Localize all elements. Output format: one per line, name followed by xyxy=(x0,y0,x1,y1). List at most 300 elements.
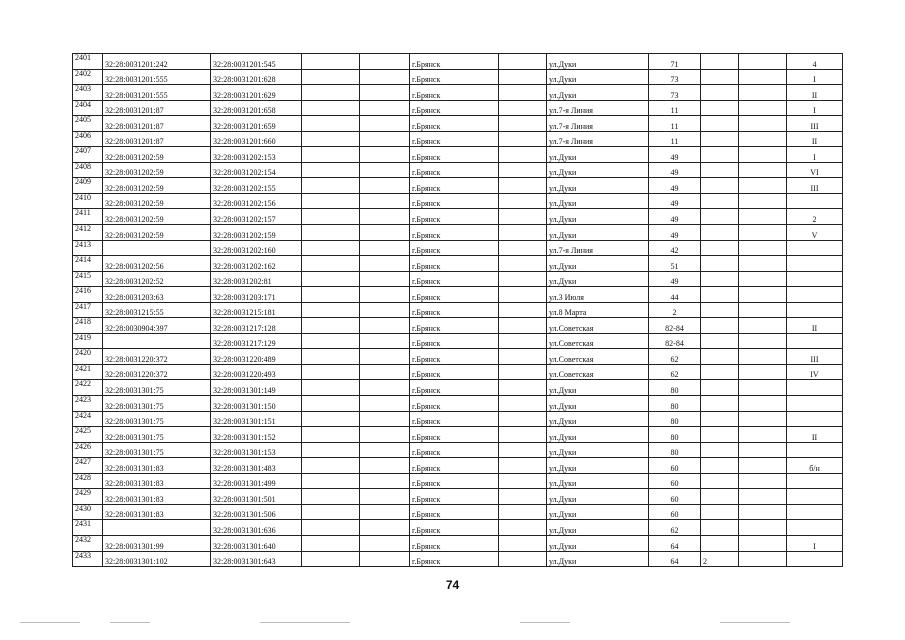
col-4-cell xyxy=(302,427,360,443)
col-5-cell xyxy=(360,209,410,225)
col-10-cell xyxy=(701,69,739,85)
col-11-cell xyxy=(739,69,787,85)
col-5-cell xyxy=(360,100,410,116)
city-cell: г.Брянск xyxy=(410,302,499,318)
city-cell: г.Брянск xyxy=(410,54,499,70)
col-11-cell xyxy=(739,333,787,349)
col-4-cell xyxy=(302,100,360,116)
col-11-cell xyxy=(739,551,787,567)
col-7-cell xyxy=(499,396,547,412)
street-cell: ул.Дуки xyxy=(547,520,649,536)
object-cadastral-number-cell: 32:28:0031202:153 xyxy=(211,147,302,163)
col-11-cell xyxy=(739,380,787,396)
col-4-cell xyxy=(302,504,360,520)
apartment-number-cell: 2 xyxy=(787,209,843,225)
parcel-cadastral-number-cell: 32:28:0031301:102 xyxy=(103,551,211,567)
col-7-cell xyxy=(499,535,547,551)
house-number-cell: 49 xyxy=(649,162,701,178)
apartment-number-cell xyxy=(787,287,843,303)
object-cadastral-number-cell: 32:28:0031201:628 xyxy=(211,69,302,85)
house-number-cell: 73 xyxy=(649,69,701,85)
parcel-cadastral-number-cell: 32:28:0031202:59 xyxy=(103,209,211,225)
col-4-cell xyxy=(302,116,360,132)
parcel-cadastral-number-cell: 32:28:0031201:87 xyxy=(103,116,211,132)
col-4-cell xyxy=(302,69,360,85)
parcel-cadastral-number-cell: 32:28:0031301:83 xyxy=(103,473,211,489)
col-5-cell xyxy=(360,256,410,272)
scan-artifact xyxy=(110,622,150,623)
parcel-cadastral-number-cell: 32:28:0031301:83 xyxy=(103,458,211,474)
col-4-cell xyxy=(302,411,360,427)
table-row xyxy=(73,427,843,443)
col-4-cell xyxy=(302,54,360,70)
street-cell: ул.Дуки xyxy=(547,473,649,489)
parcel-cadastral-number-cell: 32:28:0031202:59 xyxy=(103,147,211,163)
table-row xyxy=(73,380,843,396)
col-7-cell xyxy=(499,147,547,163)
col-10-cell xyxy=(701,396,739,412)
col-10-cell xyxy=(701,225,739,241)
table-row xyxy=(73,271,843,287)
street-cell: ул.3 Июля xyxy=(547,287,649,303)
city-cell: г.Брянск xyxy=(410,333,499,349)
table-row xyxy=(73,318,843,334)
street-cell: ул.Дуки xyxy=(547,193,649,209)
object-cadastral-number-cell: 32:28:0031202:160 xyxy=(211,240,302,256)
col-7-cell xyxy=(499,256,547,272)
scan-artifact xyxy=(520,622,570,623)
object-cadastral-number-cell: 32:28:0031203:171 xyxy=(211,287,302,303)
parcel-cadastral-number-cell: 32:28:0031203:63 xyxy=(103,287,211,303)
street-cell: ул.Дуки xyxy=(547,380,649,396)
parcel-cadastral-number-cell: 32:28:0031301:99 xyxy=(103,535,211,551)
col-11-cell xyxy=(739,225,787,241)
col-5-cell xyxy=(360,302,410,318)
col-10-cell xyxy=(701,178,739,194)
col-11-cell xyxy=(739,100,787,116)
col-4-cell xyxy=(302,380,360,396)
street-cell: ул.Дуки xyxy=(547,225,649,241)
street-cell: ул.Дуки xyxy=(547,271,649,287)
col-11-cell xyxy=(739,504,787,520)
col-10-cell xyxy=(701,193,739,209)
house-number-cell: 80 xyxy=(649,380,701,396)
city-cell: г.Брянск xyxy=(410,131,499,147)
col-10-cell xyxy=(701,427,739,443)
table-row xyxy=(73,178,843,194)
row-number-cell: 2407 xyxy=(73,147,103,163)
row-number-cell: 2422 xyxy=(73,380,103,396)
col-7-cell xyxy=(499,69,547,85)
street-cell: ул.Советская xyxy=(547,364,649,380)
col-4-cell xyxy=(302,240,360,256)
table-row xyxy=(73,225,843,241)
house-number-cell: 80 xyxy=(649,427,701,443)
row-number-cell: 2416 xyxy=(73,287,103,303)
apartment-number-cell: I xyxy=(787,100,843,116)
scan-artifact xyxy=(20,622,80,623)
col-4-cell xyxy=(302,458,360,474)
col-11-cell xyxy=(739,349,787,365)
house-number-cell: 42 xyxy=(649,240,701,256)
house-number-cell: 49 xyxy=(649,225,701,241)
col-11-cell xyxy=(739,116,787,132)
object-cadastral-number-cell: 32:28:0031220:493 xyxy=(211,364,302,380)
apartment-number-cell: III xyxy=(787,349,843,365)
object-cadastral-number-cell: 32:28:0031202:156 xyxy=(211,193,302,209)
col-11-cell xyxy=(739,162,787,178)
apartment-number-cell xyxy=(787,396,843,412)
col-5-cell xyxy=(360,489,410,505)
apartment-number-cell: II xyxy=(787,318,843,334)
parcel-cadastral-number-cell: 32:28:0031215:55 xyxy=(103,302,211,318)
col-4-cell xyxy=(302,178,360,194)
apartment-number-cell: I xyxy=(787,535,843,551)
house-number-cell: 62 xyxy=(649,349,701,365)
table-row xyxy=(73,162,843,178)
parcel-cadastral-number-cell: 32:28:0031301:83 xyxy=(103,504,211,520)
table-row xyxy=(73,302,843,318)
object-cadastral-number-cell: 32:28:0031301:149 xyxy=(211,380,302,396)
col-7-cell xyxy=(499,442,547,458)
row-number-cell: 2425 xyxy=(73,427,103,443)
col-5-cell xyxy=(360,473,410,489)
street-cell: ул.Дуки xyxy=(547,162,649,178)
city-cell: г.Брянск xyxy=(410,193,499,209)
parcel-cadastral-number-cell: 32:28:0031202:56 xyxy=(103,256,211,272)
col-11-cell xyxy=(739,411,787,427)
apartment-number-cell xyxy=(787,240,843,256)
col-4-cell xyxy=(302,302,360,318)
street-cell: ул.7-я Линия xyxy=(547,240,649,256)
col-7-cell xyxy=(499,162,547,178)
col-4-cell xyxy=(302,318,360,334)
object-cadastral-number-cell: 32:28:0031301:151 xyxy=(211,411,302,427)
col-4-cell xyxy=(302,489,360,505)
col-5-cell xyxy=(360,131,410,147)
col-4-cell xyxy=(302,271,360,287)
col-11-cell xyxy=(739,209,787,225)
street-cell: ул.Советская xyxy=(547,318,649,334)
table-row xyxy=(73,287,843,303)
parcel-cadastral-number-cell: 32:28:0031301:75 xyxy=(103,442,211,458)
col-5-cell xyxy=(360,333,410,349)
col-10-cell xyxy=(701,473,739,489)
street-cell: ул.7-я Линия xyxy=(547,131,649,147)
object-cadastral-number-cell: 32:28:0031202:155 xyxy=(211,178,302,194)
house-number-cell: 82-84 xyxy=(649,333,701,349)
table-row xyxy=(73,193,843,209)
page-number: 74 xyxy=(445,578,460,592)
parcel-cadastral-number-cell xyxy=(103,333,211,349)
house-number-cell: 2 xyxy=(649,302,701,318)
street-cell: ул.Советская xyxy=(547,349,649,365)
col-10-cell xyxy=(701,318,739,334)
row-number-cell: 2405 xyxy=(73,116,103,132)
apartment-number-cell: I xyxy=(787,147,843,163)
apartment-number-cell xyxy=(787,489,843,505)
scan-artifact xyxy=(720,622,790,623)
col-7-cell xyxy=(499,551,547,567)
col-4-cell xyxy=(302,535,360,551)
col-11-cell xyxy=(739,240,787,256)
table-body xyxy=(73,54,843,567)
col-5-cell xyxy=(360,349,410,365)
col-4-cell xyxy=(302,287,360,303)
apartment-number-cell: I xyxy=(787,69,843,85)
street-cell: ул.Дуки xyxy=(547,411,649,427)
city-cell: г.Брянск xyxy=(410,427,499,443)
col-10-cell xyxy=(701,535,739,551)
parcel-cadastral-number-cell: 32:28:0031201:242 xyxy=(103,54,211,70)
parcel-cadastral-number-cell: 32:28:0031301:75 xyxy=(103,380,211,396)
col-7-cell xyxy=(499,54,547,70)
house-number-cell: 71 xyxy=(649,54,701,70)
row-number-cell: 2409 xyxy=(73,178,103,194)
col-4-cell xyxy=(302,551,360,567)
col-11-cell xyxy=(739,489,787,505)
col-4-cell xyxy=(302,209,360,225)
col-11-cell xyxy=(739,131,787,147)
col-11-cell xyxy=(739,442,787,458)
house-number-cell: 51 xyxy=(649,256,701,272)
object-cadastral-number-cell: 32:28:0031301:506 xyxy=(211,504,302,520)
col-10-cell xyxy=(701,162,739,178)
apartment-number-cell: б/н xyxy=(787,458,843,474)
col-7-cell xyxy=(499,333,547,349)
house-number-cell: 64 xyxy=(649,535,701,551)
apartment-number-cell xyxy=(787,302,843,318)
col-11-cell xyxy=(739,396,787,412)
col-5-cell xyxy=(360,193,410,209)
city-cell: г.Брянск xyxy=(410,240,499,256)
col-10-cell xyxy=(701,380,739,396)
row-number-cell: 2406 xyxy=(73,131,103,147)
col-7-cell xyxy=(499,302,547,318)
house-number-cell: 64 xyxy=(649,551,701,567)
city-cell: г.Брянск xyxy=(410,396,499,412)
apartment-number-cell: 4 xyxy=(787,54,843,70)
row-number-cell: 2404 xyxy=(73,100,103,116)
street-cell: ул.Дуки xyxy=(547,69,649,85)
col-10-cell xyxy=(701,489,739,505)
city-cell: г.Брянск xyxy=(410,287,499,303)
col-5-cell xyxy=(360,520,410,536)
street-cell: ул.8 Марта xyxy=(547,302,649,318)
apartment-number-cell: VI xyxy=(787,162,843,178)
row-number-cell: 2424 xyxy=(73,411,103,427)
parcel-cadastral-number-cell xyxy=(103,240,211,256)
col-10-cell xyxy=(701,333,739,349)
city-cell: г.Брянск xyxy=(410,162,499,178)
apartment-number-cell xyxy=(787,333,843,349)
parcel-cadastral-number-cell: 32:28:0031202:59 xyxy=(103,193,211,209)
col-7-cell xyxy=(499,271,547,287)
house-number-cell: 62 xyxy=(649,520,701,536)
col-11-cell xyxy=(739,271,787,287)
table-row xyxy=(73,411,843,427)
col-11-cell xyxy=(739,302,787,318)
object-cadastral-number-cell: 32:28:0031202:162 xyxy=(211,256,302,272)
col-4-cell xyxy=(302,85,360,101)
col-10-cell xyxy=(701,520,739,536)
col-7-cell xyxy=(499,427,547,443)
col-11-cell xyxy=(739,54,787,70)
street-cell: ул.Дуки xyxy=(547,85,649,101)
street-cell: ул.Дуки xyxy=(547,458,649,474)
col-5-cell xyxy=(360,458,410,474)
col-11-cell xyxy=(739,85,787,101)
col-10-cell xyxy=(701,364,739,380)
city-cell: г.Брянск xyxy=(410,458,499,474)
parcel-cadastral-number-cell: 32:28:0031202:52 xyxy=(103,271,211,287)
street-cell: ул.Дуки xyxy=(547,178,649,194)
table-row xyxy=(73,69,843,85)
col-4-cell xyxy=(302,193,360,209)
city-cell: г.Брянск xyxy=(410,380,499,396)
apartment-number-cell: V xyxy=(787,225,843,241)
city-cell: г.Брянск xyxy=(410,411,499,427)
col-7-cell xyxy=(499,520,547,536)
row-number-cell: 2421 xyxy=(73,364,103,380)
col-10-cell xyxy=(701,256,739,272)
row-number-cell: 2420 xyxy=(73,349,103,365)
city-cell: г.Брянск xyxy=(410,69,499,85)
col-7-cell xyxy=(499,116,547,132)
parcel-cadastral-number-cell: 32:28:0031202:59 xyxy=(103,162,211,178)
col-11-cell xyxy=(739,364,787,380)
apartment-number-cell: II xyxy=(787,131,843,147)
object-cadastral-number-cell: 32:28:0031301:152 xyxy=(211,427,302,443)
apartment-number-cell xyxy=(787,271,843,287)
table-row xyxy=(73,473,843,489)
city-cell: г.Брянск xyxy=(410,147,499,163)
col-10-cell xyxy=(701,131,739,147)
row-number-cell: 2431 xyxy=(73,520,103,536)
row-number-cell: 2427 xyxy=(73,458,103,474)
row-number-cell: 2430 xyxy=(73,504,103,520)
col-7-cell xyxy=(499,240,547,256)
col-4-cell xyxy=(302,147,360,163)
col-11-cell xyxy=(739,473,787,489)
col-5-cell xyxy=(360,240,410,256)
object-cadastral-number-cell: 32:28:0031301:153 xyxy=(211,442,302,458)
col-5-cell xyxy=(360,147,410,163)
object-cadastral-number-cell: 32:28:0031215:181 xyxy=(211,302,302,318)
parcel-cadastral-number-cell: 32:28:0031301:75 xyxy=(103,396,211,412)
parcel-cadastral-number-cell: 32:28:0031201:87 xyxy=(103,100,211,116)
apartment-number-cell: III xyxy=(787,116,843,132)
house-number-cell: 62 xyxy=(649,364,701,380)
apartment-number-cell xyxy=(787,551,843,567)
street-cell: ул.Дуки xyxy=(547,147,649,163)
table-row xyxy=(73,240,843,256)
city-cell: г.Брянск xyxy=(410,225,499,241)
col-4-cell xyxy=(302,333,360,349)
street-cell: ул.Дуки xyxy=(547,535,649,551)
city-cell: г.Брянск xyxy=(410,535,499,551)
object-cadastral-number-cell: 32:28:0031202:157 xyxy=(211,209,302,225)
object-cadastral-number-cell: 32:28:0031201:658 xyxy=(211,100,302,116)
street-cell: ул.Дуки xyxy=(547,442,649,458)
col-5-cell xyxy=(360,396,410,412)
street-cell: ул.Советская xyxy=(547,333,649,349)
object-cadastral-number-cell: 32:28:0031217:128 xyxy=(211,318,302,334)
col-11-cell xyxy=(739,256,787,272)
col-10-cell xyxy=(701,504,739,520)
table-row xyxy=(73,349,843,365)
object-cadastral-number-cell: 32:28:0031201:629 xyxy=(211,85,302,101)
city-cell: г.Брянск xyxy=(410,551,499,567)
street-cell: ул.Дуки xyxy=(547,489,649,505)
col-10-cell xyxy=(701,458,739,474)
house-number-cell: 82-84 xyxy=(649,318,701,334)
col-7-cell xyxy=(499,349,547,365)
col-5-cell xyxy=(360,69,410,85)
apartment-number-cell xyxy=(787,193,843,209)
col-11-cell xyxy=(739,287,787,303)
col-4-cell xyxy=(302,349,360,365)
col-4-cell xyxy=(302,442,360,458)
col-4-cell xyxy=(302,364,360,380)
parcel-cadastral-number-cell: 32:28:0031220:372 xyxy=(103,364,211,380)
col-11-cell xyxy=(739,535,787,551)
parcel-cadastral-number-cell: 32:28:0031220:372 xyxy=(103,349,211,365)
city-cell: г.Брянск xyxy=(410,489,499,505)
house-number-cell: 11 xyxy=(649,100,701,116)
street-cell: ул.Дуки xyxy=(547,504,649,520)
apartment-number-cell xyxy=(787,442,843,458)
house-number-cell: 49 xyxy=(649,209,701,225)
object-cadastral-number-cell: 32:28:0031301:643 xyxy=(211,551,302,567)
street-cell: ул.7-я Линия xyxy=(547,100,649,116)
house-number-cell: 49 xyxy=(649,271,701,287)
col-5-cell xyxy=(360,411,410,427)
object-cadastral-number-cell: 32:28:0031301:150 xyxy=(211,396,302,412)
apartment-number-cell xyxy=(787,380,843,396)
object-cadastral-number-cell: 32:28:0031301:501 xyxy=(211,489,302,505)
col-5-cell xyxy=(360,535,410,551)
col-7-cell xyxy=(499,225,547,241)
house-number-cell: 80 xyxy=(649,411,701,427)
apartment-number-cell xyxy=(787,504,843,520)
object-cadastral-number-cell: 32:28:0031301:499 xyxy=(211,473,302,489)
object-cadastral-number-cell: 32:28:0031301:640 xyxy=(211,535,302,551)
city-cell: г.Брянск xyxy=(410,209,499,225)
row-number-cell: 2418 xyxy=(73,318,103,334)
col-4-cell xyxy=(302,396,360,412)
col-7-cell xyxy=(499,489,547,505)
street-cell: ул.Дуки xyxy=(547,551,649,567)
row-number-cell: 2432 xyxy=(73,535,103,551)
col-5-cell xyxy=(360,54,410,70)
table-row xyxy=(73,489,843,505)
object-cadastral-number-cell: 32:28:0031201:545 xyxy=(211,54,302,70)
apartment-number-cell: IV xyxy=(787,364,843,380)
col-5-cell xyxy=(360,427,410,443)
street-cell: ул.Дуки xyxy=(547,396,649,412)
col-11-cell xyxy=(739,458,787,474)
house-number-cell: 44 xyxy=(649,287,701,303)
col-10-cell xyxy=(701,147,739,163)
col-7-cell xyxy=(499,131,547,147)
apartment-number-cell xyxy=(787,256,843,272)
col-5-cell xyxy=(360,364,410,380)
registry-table xyxy=(72,53,843,567)
table-row xyxy=(73,116,843,132)
table-row xyxy=(73,364,843,380)
col-5-cell xyxy=(360,271,410,287)
